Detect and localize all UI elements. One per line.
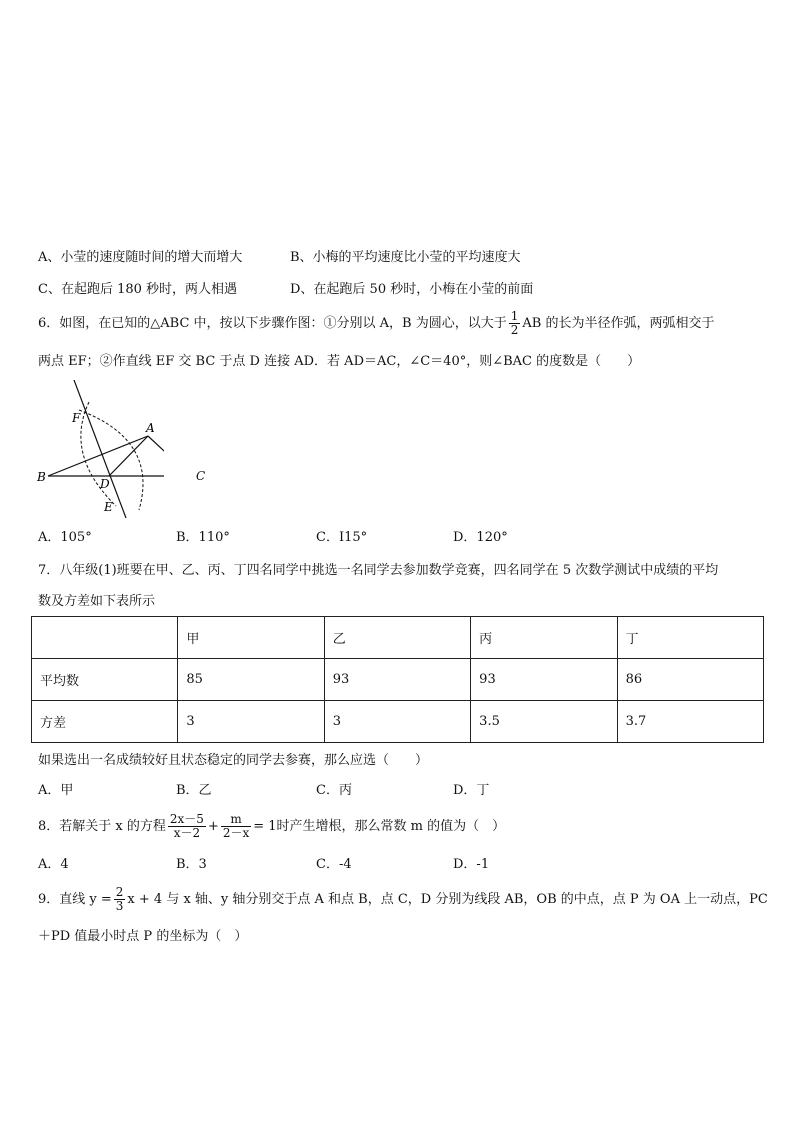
table-cell: 方差 [32, 701, 178, 743]
q6-stem-line2: 两点 EF；②作直线 EF 交 BC 于点 D 连接 AD．若 AD＝AC，∠C＝40°，则∠BAC 的度数是（ ） [38, 354, 641, 369]
q8-frac2-den: 2－x [222, 826, 250, 840]
table-cell: 93 [324, 659, 470, 701]
q7-option-a: A．甲 [38, 783, 74, 798]
q9-frac-den: 3 [115, 899, 124, 913]
q9-stem-line1 [38, 883, 768, 917]
q8-frac1-den: x－2 [173, 826, 201, 840]
table-cell: 85 [178, 659, 324, 701]
q6-text-post: AB 的长为半径作弧，两弧相交于 [522, 316, 715, 331]
score-table [31, 616, 764, 743]
q8-option-c: C．-4 [316, 857, 352, 872]
label-a: A [146, 421, 155, 435]
q5-option-d: D、在起跑后 50 秒时，小梅在小莹的前面 [290, 282, 534, 297]
q8-stem [38, 810, 505, 844]
line-ef [74, 380, 126, 518]
table-row [32, 659, 764, 701]
q7-option-d: D．丁 [453, 783, 490, 798]
q6-option-c: C．I15° [316, 530, 368, 545]
label-f: F [72, 411, 81, 425]
q9-fraction [114, 886, 126, 913]
table-header-cell: 丁 [617, 617, 763, 659]
q6-stem-line1 [38, 310, 714, 337]
q6-text-pre: 6．如图，在已知的△ABC 中，按以下步骤作图：①分别以 A，B 为圆心，以大于 [38, 316, 507, 331]
q5-option-b: B、小梅的平均速度比小莹的平均速度大 [290, 250, 521, 265]
arc-left [81, 402, 116, 506]
q7-option-b: B．乙 [176, 783, 212, 798]
q6-fraction [509, 310, 521, 337]
q7-stem-line2: 数及方差如下表所示 [38, 594, 156, 609]
table-row [32, 701, 764, 743]
q8-fraction-2 [221, 813, 251, 840]
q9-text-pre: 9．直线 y = [38, 892, 112, 907]
q9-text-post: x + 4 与 x 轴、y 轴分别交于点 A 和点 B，点 C，D 分别为线段 AB，OB 的中点，点 P 为 OA 上一动点，PC [127, 892, 768, 907]
table-cell: 平均数 [32, 659, 178, 701]
table-cell: 3 [324, 701, 470, 743]
label-e: E [104, 500, 113, 514]
table-header-cell: 乙 [324, 617, 470, 659]
q8-text-pre: 8．若解关于 x 的方程 [38, 819, 166, 834]
q8-option-a: A．4 [38, 857, 69, 872]
q8-frac1-num: 2x－5 [169, 812, 204, 826]
label-b: B [37, 470, 46, 484]
q5-option-c: C、在起跑后 180 秒时，两人相遇 [38, 282, 238, 297]
q8-frac2-num: m [221, 813, 251, 827]
q7-stem-line1: 7．八年级(1)班要在甲、乙、丙、丁四名同学中挑选一名同学去参加数学竞赛，四名同学在 5 次数学测试中成绩的平均 [38, 563, 719, 578]
table-cell: 86 [617, 659, 763, 701]
q7-option-c: C．丙 [316, 783, 352, 798]
q6-option-d: D．120° [453, 530, 508, 545]
table-cell: 3.5 [471, 701, 617, 743]
q7-question: 如果选出一名成绩较好且状态稳定的同学去参赛，那么应选（ ） [38, 753, 429, 768]
q6-geometry-figure [34, 380, 164, 520]
q8-text-post: = 1时产生增根，那么常数 m 的值为（ ） [253, 819, 506, 834]
q6-option-a: A．105° [38, 530, 92, 545]
table-cell: 93 [471, 659, 617, 701]
q5-option-a: A、小莹的速度随时间的增大而增大 [38, 250, 243, 265]
q8-option-d: D．-1 [453, 857, 490, 872]
table-cell: 3 [178, 701, 324, 743]
q6-option-b: B．110° [176, 530, 230, 545]
label-c: C [196, 469, 206, 483]
table-cell: 3.7 [617, 701, 763, 743]
q9-frac-num: 2 [115, 885, 124, 899]
segment-ac [148, 436, 164, 476]
q8-plus: + [207, 819, 219, 834]
table-header-cell [32, 617, 178, 659]
q8-option-b: B．3 [176, 857, 207, 872]
table-header-cell: 丙 [471, 617, 617, 659]
q6-frac-den: 2 [510, 323, 519, 337]
q9-stem-line2: ＋PD 值最小时点 P 的坐标为（ ） [38, 929, 248, 944]
table-header-cell: 甲 [178, 617, 324, 659]
table-header-row [32, 617, 764, 659]
q6-frac-num: 1 [510, 309, 519, 323]
label-d: D [100, 477, 110, 491]
q8-fraction-1 [168, 813, 206, 840]
